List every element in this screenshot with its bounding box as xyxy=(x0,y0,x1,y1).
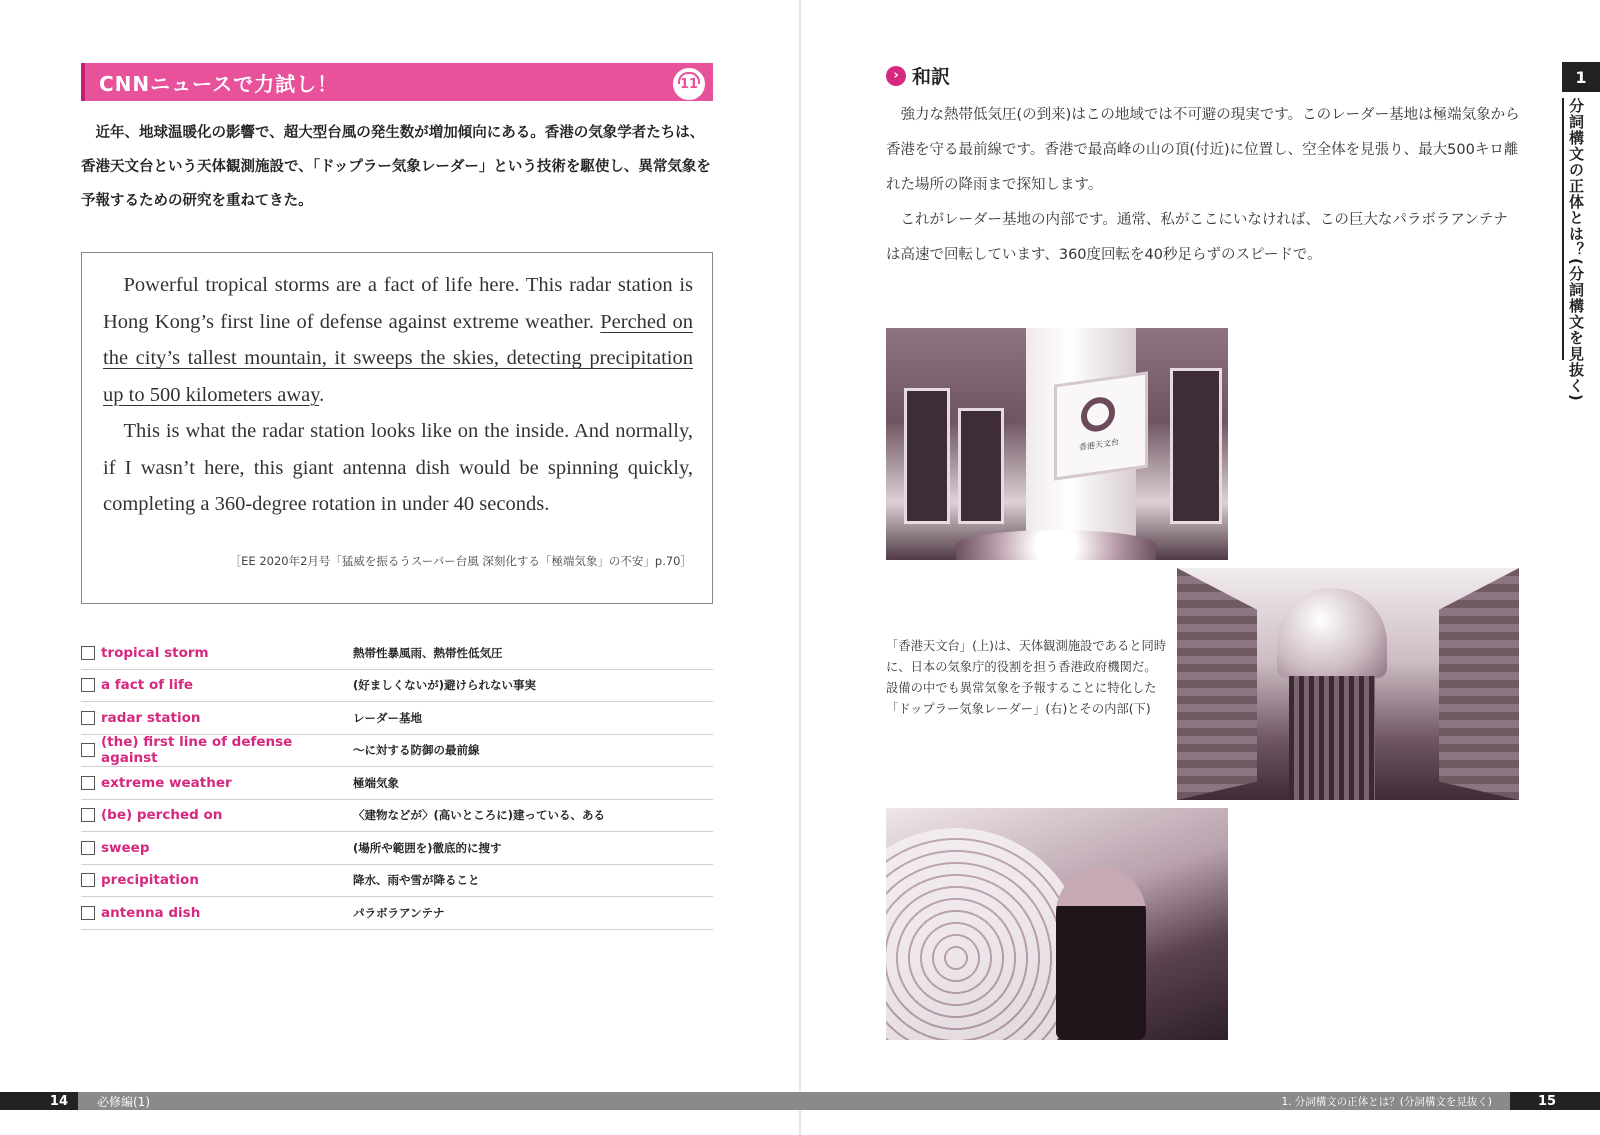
checkbox[interactable] xyxy=(81,711,95,725)
photo-caption: 「香港天文台」(上)は、天体観測施設であると同時に、日本の気象庁的役割を担う香港政府機関だ。設備の中でも異常気象を予報することに特化した「ドップラー気象レーダー」(右)とその内部(下) xyxy=(886,639,1167,716)
vocab-term: (be) perched on xyxy=(101,807,223,824)
banner-title: CNNニュースで力試し！ xyxy=(99,71,339,96)
radar-dome xyxy=(1277,588,1387,678)
translation-heading: › 和訳 xyxy=(886,62,950,89)
vocab-definition: パラボラアンテナ xyxy=(353,905,445,920)
running-head-right: 1. 分詞構文の正体とは？(分詞構文を見抜く) xyxy=(1281,1095,1492,1108)
observatory-photo xyxy=(886,328,1228,560)
chapter-title-vertical: 分詞構文の正体とは？(分詞構文を見抜く) xyxy=(1567,98,1585,402)
underlined-passage: Perched on the city’s tallest mountain, it sweeps the skies, detecting precipitation up to 500 kilometers away xyxy=(103,310,694,406)
vocab-row xyxy=(81,637,713,670)
antenna-interior-photo xyxy=(886,808,1228,1040)
vocab-definition: (場所や範囲を)徹底的に捜す xyxy=(353,840,502,855)
chapter-rule xyxy=(1562,98,1564,360)
headphones-icon[interactable] xyxy=(673,68,705,100)
vocab-row xyxy=(81,702,713,735)
vocabulary-list xyxy=(81,637,713,930)
chevron-right-icon: › xyxy=(886,66,906,86)
vocab-term: precipitation xyxy=(101,872,199,889)
checkbox[interactable] xyxy=(81,808,95,822)
window xyxy=(958,408,1004,524)
window xyxy=(1170,368,1222,524)
vocab-row xyxy=(81,832,713,865)
vocab-definition: 熱帯性暴風雨、熱帯性低気圧 xyxy=(353,645,503,660)
checkbox[interactable] xyxy=(81,743,95,757)
page-number-left: 14 xyxy=(0,1092,78,1110)
vocab-term: antenna dish xyxy=(101,904,201,921)
radar-tower-photo xyxy=(1177,568,1519,800)
japanese-translation xyxy=(886,98,1522,273)
vocab-definition: 降水、雨や雪が降ること xyxy=(353,873,480,888)
running-head-left: 必修編(1) xyxy=(97,1094,150,1109)
vocab-row xyxy=(81,800,713,833)
vocab-definition: (好ましくないが)避けられない事実 xyxy=(353,678,537,693)
page-number-right: 15 xyxy=(1510,1092,1600,1110)
vocab-term: sweep xyxy=(101,839,150,856)
vocab-term: tropical storm xyxy=(101,644,209,661)
quote-paragraph-2: This is what the radar station looks like on the inside. And normally, if I wasn’t here, this giant antenna dish would be spinning quickly, completing a 360-degree rotation in under 40 seconds. xyxy=(103,420,693,515)
intro-paragraph: 近年、地球温暖化の影響で、超大型台風の発生数が増加傾向にある。香港の気象学者たちは、香港天文台という天体観測施設で、「ドップラー気象レーダー」という技術を駆使し、異常気象を予報するための研究を重ねてきた。 xyxy=(81,125,711,209)
quote-source: ［EE 2020年2月号「猛威を振るうスーパー台風 深刻化する「極端気象」の不安」p.70］ xyxy=(229,554,692,568)
quote-text: Powerful tropical storms are a fact of life here. This radar station is Hong Kong’s first line of defense against extreme weather. xyxy=(103,274,693,333)
checkbox[interactable] xyxy=(81,873,95,887)
vocab-definition: ～に対する防御の最前線 xyxy=(353,743,480,758)
vocab-row xyxy=(81,897,713,930)
checkbox[interactable] xyxy=(81,646,95,660)
page-gutter xyxy=(799,0,801,1135)
vocab-term: extreme weather xyxy=(101,774,232,791)
observatory-sign: 香港天文台 xyxy=(1054,371,1148,480)
english-quote-box xyxy=(81,252,713,604)
observatory-logo-icon xyxy=(1081,395,1115,434)
brick-wall xyxy=(1177,568,1257,800)
vocab-definition: レーダー基地 xyxy=(353,710,422,725)
lesson-banner xyxy=(81,63,713,101)
vocab-term: radar station xyxy=(101,709,201,726)
vocab-definition: 極端気象 xyxy=(353,775,399,790)
window xyxy=(904,388,950,524)
shrub xyxy=(956,530,1156,560)
quote-body: Powerful tropical storms are a fact of life here. This radar station is Hong Kong’s first line of defense against extreme weather. Perched on the city’s tallest mountain, it sweeps the skies, detecting precipitation up to 500 kilometers away. This is what the radar station looks like on the inside. And normally, if I wasn’t here, this giant antenna dish would be spinning quickly, completing a 360-degree rotation in under 40 seconds. xyxy=(103,267,693,523)
vocab-term: a fact of life xyxy=(101,677,194,694)
reporter xyxy=(1056,868,1146,1040)
chapter-number-tab: 1 xyxy=(1562,62,1600,92)
vocab-row xyxy=(81,767,713,800)
checkbox[interactable] xyxy=(81,906,95,920)
vocab-row xyxy=(81,865,713,898)
translation-paragraph-2: これがレーダー基地の内部です。通常、私がここにいなければ、この巨大なパラボラアンテナは高速で回転しています、360度回転を40秒足らずのスピードで。 xyxy=(886,212,1508,263)
audio-track-number: 11 xyxy=(679,76,699,92)
vocab-definition: 〈建物などが〉(高いところに)建っている、ある xyxy=(353,808,606,823)
vocab-row xyxy=(81,735,713,768)
checkbox[interactable] xyxy=(81,776,95,790)
vocab-row xyxy=(81,670,713,703)
vocab-term: (the) first line of defense against xyxy=(101,734,293,767)
checkbox[interactable] xyxy=(81,841,95,855)
checkbox[interactable] xyxy=(81,678,95,692)
brick-wall xyxy=(1439,568,1519,800)
translation-paragraph-1: 強力な熱帯低気圧(の到来)はこの地域では不可避の現実です。このレーダー基地は極端気象から香港を守る最前線です。香港で最高峰の山の頂(付近)に位置し、空全体を見張り、最大500キロ離れた場所の降雨まで探知します。 xyxy=(886,107,1520,193)
radar-tower xyxy=(1289,676,1375,800)
